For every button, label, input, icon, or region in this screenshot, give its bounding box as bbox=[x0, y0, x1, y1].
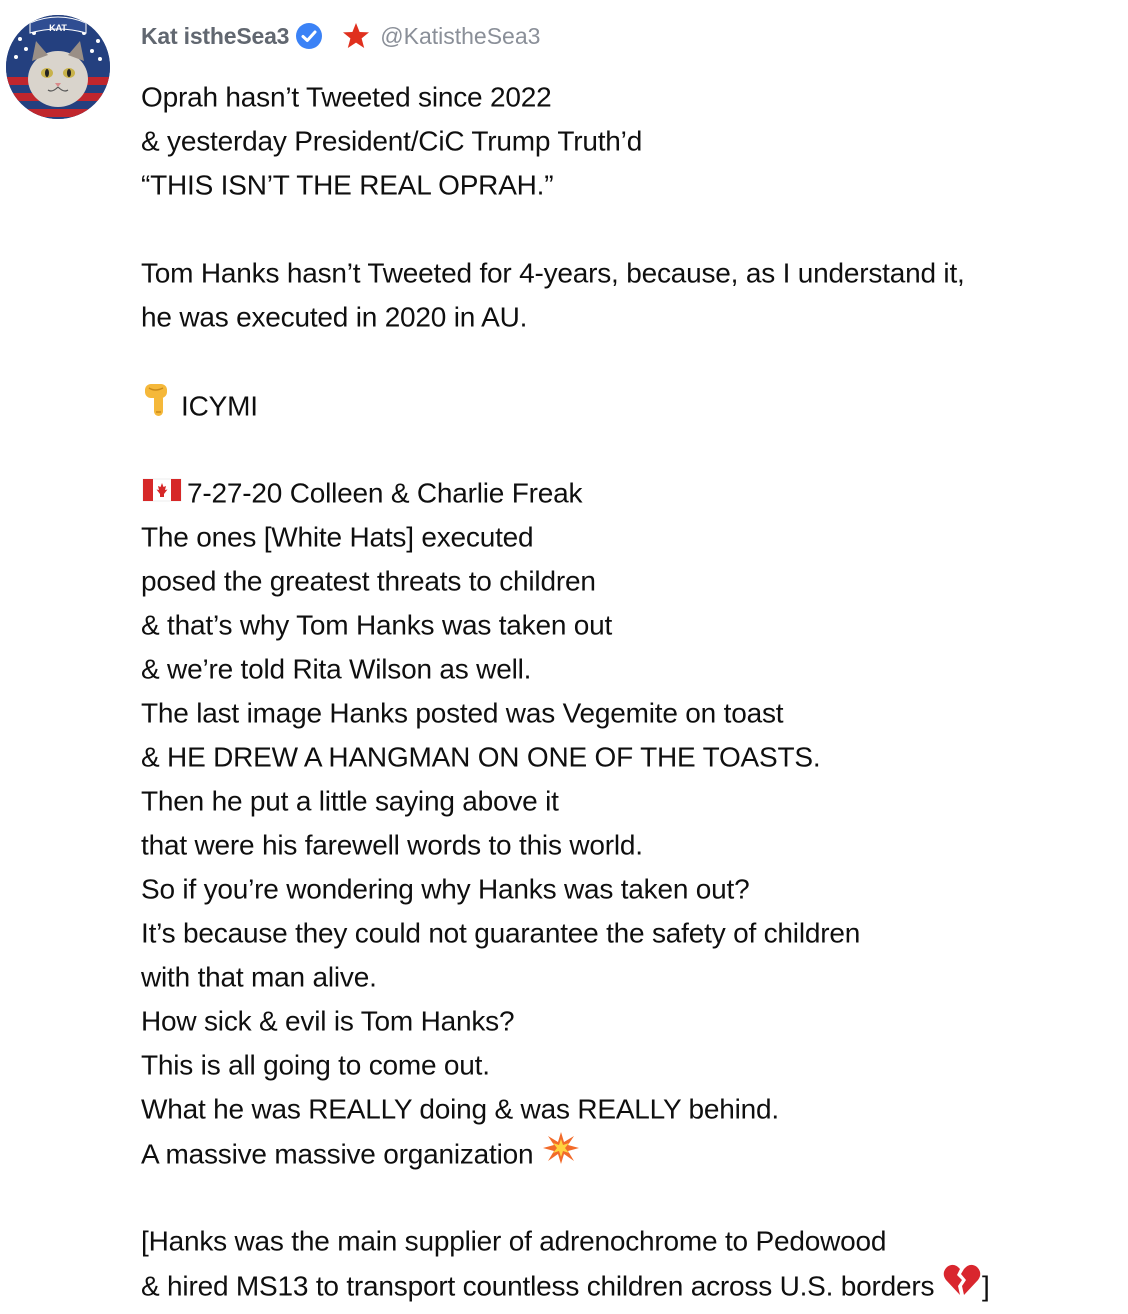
post-line: The ones [White Hats] executed bbox=[141, 521, 534, 553]
post-header bbox=[141, 19, 540, 53]
blank-line bbox=[141, 426, 1111, 470]
post-line: ICYMI bbox=[141, 382, 1111, 426]
backhand-index-pointing-down-icon bbox=[141, 382, 181, 431]
post-line: It’s because they could not guarantee the safety of children bbox=[141, 917, 861, 949]
blank-line bbox=[141, 338, 1111, 382]
post-line: & we’re told Rita Wilson as well. bbox=[141, 653, 532, 685]
post-line: Oprah hasn’t Tweeted since 2022 bbox=[141, 81, 552, 113]
post-line: & that’s why Tom Hanks was taken out bbox=[141, 609, 613, 641]
post-line: The last image Hanks posted was Vegemite on toast bbox=[141, 697, 784, 729]
verified-check-icon bbox=[295, 22, 323, 50]
canada-flag-icon bbox=[141, 472, 187, 516]
post-line: 7-27-20 Colleen & Charlie Freak bbox=[141, 470, 1111, 514]
star-icon bbox=[341, 21, 371, 51]
post-line: This is all going to come out. bbox=[141, 1049, 490, 1081]
post-line: How sick & evil is Tom Hanks? bbox=[141, 1005, 515, 1037]
avatar[interactable] bbox=[6, 15, 110, 119]
post-line: & yesterday President/CiC Trump Truth’d bbox=[141, 125, 643, 157]
svg-text:KAT: KAT bbox=[49, 23, 67, 33]
avatar-image bbox=[6, 15, 110, 119]
broken-heart-icon bbox=[942, 1262, 982, 1311]
post-line: [Hanks was the main supplier of adrenochrome to Pedowood bbox=[141, 1225, 887, 1257]
post-line: Tom Hanks hasn’t Tweeted for 4-years, because, as I understand it, bbox=[141, 257, 965, 289]
post-line: What he was REALLY doing & was REALLY behind. bbox=[141, 1093, 779, 1125]
post-line: Then he put a little saying above it bbox=[141, 785, 559, 817]
post-line: & HE DREW A HANGMAN ON ONE OF THE TOASTS. bbox=[141, 741, 821, 773]
post-line: posed the greatest threats to children bbox=[141, 565, 596, 597]
post-line: with that man alive. bbox=[141, 961, 377, 993]
blank-line bbox=[141, 1174, 1111, 1218]
post-line: “THIS ISN’T THE REAL OPRAH.” bbox=[141, 169, 554, 201]
post-line: A massive massive organization bbox=[141, 1130, 1111, 1174]
blank-line bbox=[141, 206, 1111, 250]
post-body bbox=[141, 74, 1111, 1306]
collision-icon bbox=[541, 1130, 581, 1179]
post-line: So if you’re wondering why Hanks was taken out? bbox=[141, 873, 750, 905]
user-handle[interactable]: @KatistheSea3 bbox=[380, 22, 541, 49]
post-line: & hired MS13 to transport countless children across U.S. borders ] bbox=[141, 1262, 1111, 1306]
post-line: he was executed in 2020 in AU. bbox=[141, 301, 528, 333]
post-line: that were his farewell words to this world. bbox=[141, 829, 643, 861]
display-name[interactable]: Kat istheSea3 bbox=[141, 22, 290, 49]
